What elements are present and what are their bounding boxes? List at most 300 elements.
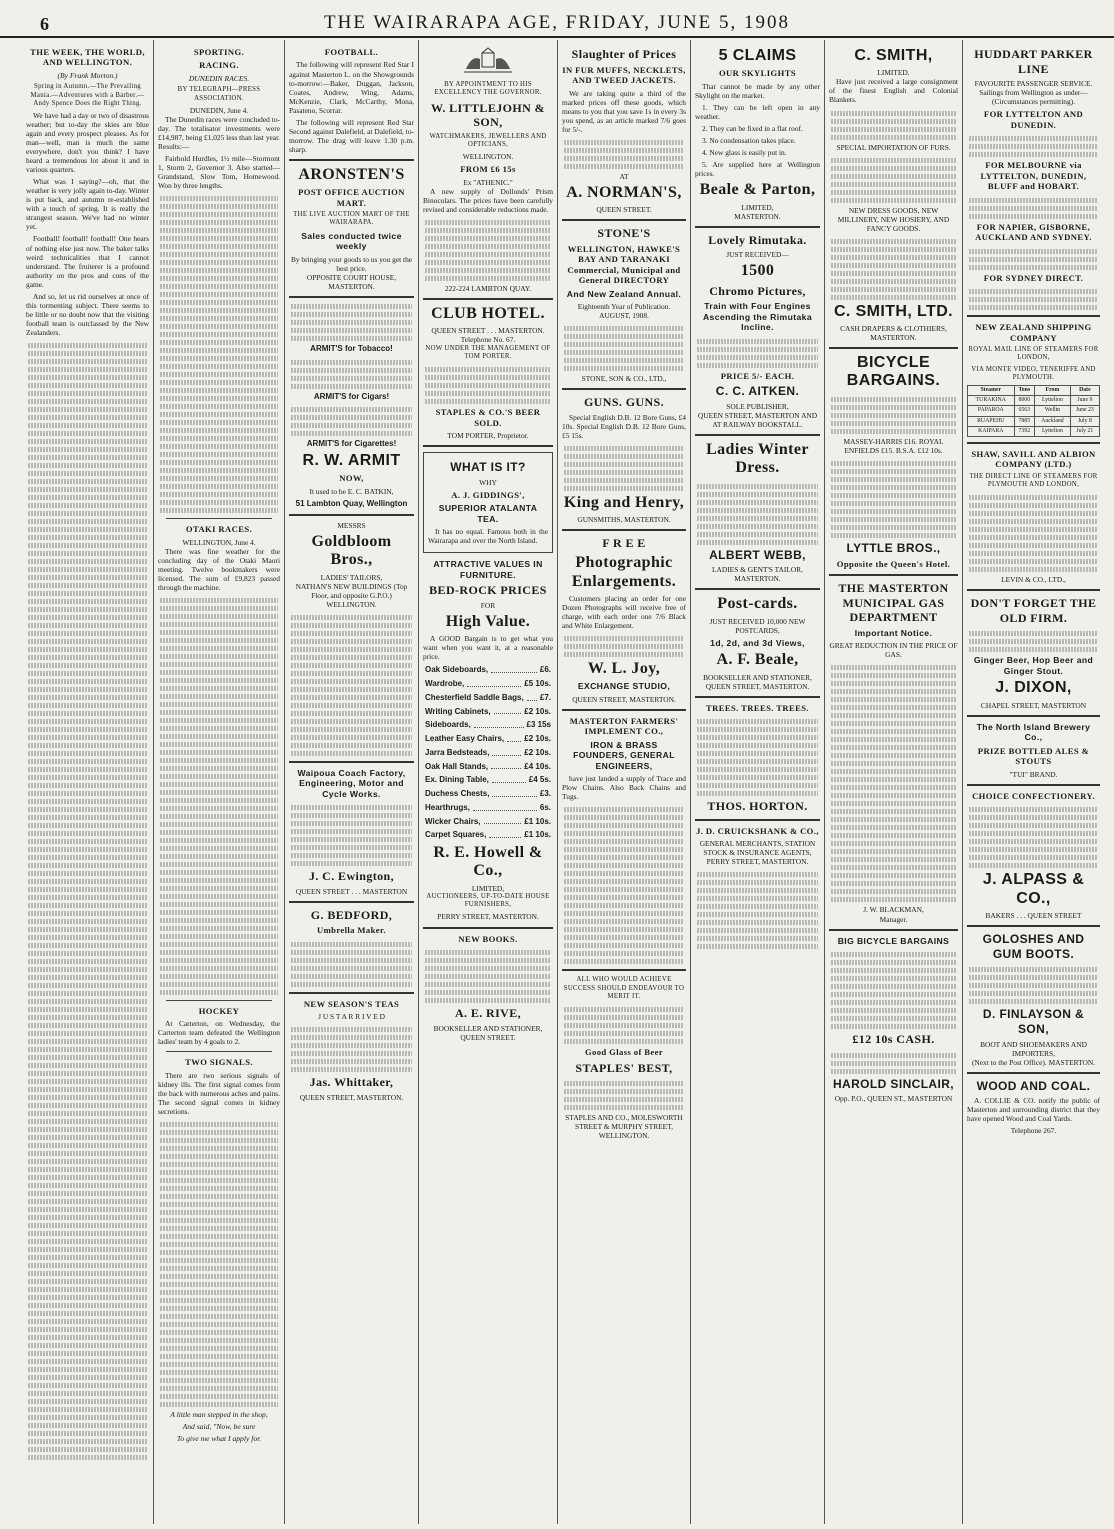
ad-armit-name: R. W. ARMIT (302, 452, 401, 470)
divider (967, 315, 1100, 317)
text-filler (289, 942, 414, 987)
ad-guns-title: GUNS. GUNS. (583, 395, 665, 410)
claim-list (695, 103, 820, 178)
ad-littlejohn-title: W. LITTLEJOHN & SON, (431, 100, 545, 130)
ad-address: CHAPEL STREET, MASTERTON (980, 700, 1087, 710)
price-leader (494, 707, 522, 715)
ad-text: LIMITED. (877, 68, 910, 78)
table-header-cell: Steamer (968, 386, 1015, 396)
ad-trade: BOOKSELLER AND STATIONER, QUEEN STREET, MASTERTON. (703, 672, 812, 691)
ad-farmers-title: MASTERTON FARMERS' IMPLEMENT CO., (569, 715, 679, 737)
text-filler (967, 136, 1100, 157)
ad-auction-mart: POST OFFICE AUCTION MART. (298, 187, 405, 208)
text-filler (289, 407, 414, 436)
section-heading: FOOTBALL. (324, 47, 379, 57)
ad-signatory: J. W. BLACKMAN, (863, 905, 924, 915)
ad-wood-coal-title: WOOD AND COAL. (976, 1078, 1091, 1093)
ad-founders: IRON & BRASS FOUNDERS, GENERAL ENGINEERS, (573, 739, 675, 771)
telegraph-note: BY TELEGRAPH—PRESS ASSOCIATION. (177, 86, 261, 102)
price-row (425, 775, 551, 785)
ad-address: PERRY STREET, MASTERTON. (437, 912, 539, 922)
ad-waipoua-title: Waipoua Coach Factory, Engineering, Motor and Cycle Works. (297, 767, 406, 799)
ad-howell-title: R. E. Howell & Co., (433, 844, 543, 880)
ad-slaughter-title: Slaughter of Prices (571, 47, 677, 61)
ad-tea-box (423, 452, 553, 553)
text-filler (158, 196, 280, 513)
sailing-route: FOR MELBOURNE via LYTTELTON, DUNEDIN, BLUFF and HOBART. (980, 160, 1087, 192)
divider (967, 589, 1100, 591)
text-filler (562, 140, 686, 169)
ad-directory: WELLINGTON, HAWKE'S BAY AND TARANAKI Commercial, Municipal and General DIRECTORY (567, 243, 681, 286)
ad-furs: IN FUR MUFFS, NECKLETS, AND TWEED JACKETS. (562, 64, 686, 86)
paragraph: Football! football! football! One hears of nothing else just now. The baker talks weird technicalities that I cannot understand. The fruiterer is a profound authority on the pros and cons of the game. (26, 234, 149, 289)
column-sporting (154, 40, 285, 1524)
section-subheading: RACING. (199, 60, 239, 71)
price-leader (527, 693, 537, 701)
table-cell: 7392 (1014, 426, 1035, 436)
ad-text: JUST RECEIVED 10,000 NEW POSTCARDS, (709, 616, 806, 635)
ad-ewington-title: J. C. Ewington, (308, 869, 394, 884)
divider (423, 445, 553, 447)
ad-confectionery-title: CHOICE CONFECTIONERY. (972, 790, 1095, 801)
table-header-cell: Date (1070, 386, 1099, 396)
masthead (0, 0, 1114, 38)
dateline: WELLINGTON, June 4. (182, 537, 256, 547)
paragraph: The following will represent Red Star I against Masterton L. on the Showgrounds to-morrow:—Baker, Duggan, Jackson, Coates, Andrew, Wing, Adams, McKenzie, Clark, McCarthy, Mona, Pasateno, Scorrar. (289, 60, 414, 115)
ad-horton-title: THOS. HORTON. (707, 799, 808, 814)
claim-item: 3. No condensation takes place. (702, 136, 796, 146)
ad-photo-title: Photographic Enlargements. (571, 554, 677, 590)
text-filler (967, 249, 1100, 270)
ad-big-bicycle-title: BIG BICYCLE BARGAINS (837, 935, 950, 946)
ad-address: BAKERS . . . QUEEN STREET (985, 911, 1082, 921)
table-cell: Lyttelton (1035, 396, 1071, 406)
ad-city: WELLINGTON. (462, 152, 514, 162)
price-row (425, 762, 551, 772)
ad-rimutaka-title: Lovely Rimutaka. (708, 232, 807, 247)
ad-arrived: J U S T A R R I V E D (318, 1012, 385, 1022)
ad-glass: Good Glass of Beer (584, 1047, 664, 1058)
price-item-name: Oak Sideboards, (425, 665, 489, 675)
ad-trade: CASH DRAPERS & CLOTHIERS, MASTERTON. (840, 324, 947, 343)
ad-king-henry-title: King and Henry, (563, 494, 685, 512)
ad-club-title: CLUB HOTEL. (431, 305, 545, 323)
text-filler (289, 304, 414, 341)
price-item-value: £1 10s. (524, 816, 551, 826)
newspaper-title: THE WAIRARAPA AGE, FRIDAY, JUNE 5, 1908 (324, 12, 790, 33)
price-item-name: Sideboards, (425, 720, 471, 730)
ad-text: VIA MONTE VIDEO, TENERIFFE AND PLYMOUTH. (971, 365, 1096, 382)
text-filler (423, 220, 553, 281)
divider (967, 442, 1100, 444)
text-filler (562, 326, 686, 371)
text-filler (26, 343, 149, 1460)
price-leader (467, 679, 521, 687)
shipping-table (967, 385, 1100, 436)
ad-furs: SPECIAL IMPORTATION OF FURS. (836, 142, 951, 152)
ad-bicycle-prices: MASSEY-HARRIS £16. ROYAL ENFIELDS £15. B.S.A. £12 10s. (843, 436, 944, 455)
ad-text: NOW UNDER THE MANAGEMENT OF TOM PORTER. (425, 344, 551, 360)
table-cell: Lyttelton (1035, 426, 1071, 436)
paragraph: We have had a day or two of disastrous weather; but to-day the skies are blue again and every prospect pleases. As for man—well, man is much the same everywhere, don't you think? I have heard a tremendous lot about it and in various quarters. (26, 111, 149, 175)
price-item-value: £1 10s. (524, 830, 551, 840)
price-item-value: £6. (539, 665, 551, 675)
price-item-name: Carpet Squares, (425, 830, 487, 840)
text-filler (695, 484, 820, 545)
price-item-name: Hearthrugs, (425, 802, 470, 812)
text-filler (829, 1053, 958, 1074)
price-item-value: £3. (539, 789, 551, 799)
ad-city: MASTERTON. (734, 574, 781, 584)
price-item-name: Leather Easy Chairs, (425, 734, 505, 744)
divider (829, 347, 958, 349)
price-item-name: Ex. Dining Table, (425, 775, 489, 785)
price-row (425, 720, 551, 730)
section-heading: SPORTING. (193, 47, 245, 57)
ad-publisher: STONE, SON & CO., LTD., (581, 374, 667, 384)
table-cell: KAIPARA (968, 426, 1015, 436)
divider (289, 901, 414, 903)
table-cell: Welltn (1035, 406, 1071, 416)
ad-appointment: BY APPOINTMENT TO HIS EXCELLENCY THE GOVERNOR. (434, 81, 542, 97)
ad-webb-title: ALBERT WEBB, (709, 547, 806, 562)
ad-address: QUEEN STREET . . . MASTERTON (295, 886, 408, 896)
text-filler (158, 1122, 280, 1407)
ad-brewery: The North Island Brewery Co., (976, 721, 1091, 743)
divider (695, 588, 820, 590)
ad-address: STAPLES AND CO., MOLESWORTH STREET & MURPHY STREET, WELLINGTON. (565, 1113, 683, 1141)
ad-text: FAVOURITE PASSENGER SERVICE. (974, 79, 1093, 89)
price-row (425, 830, 551, 840)
ad-annual: And New Zealand Annual. (566, 288, 682, 299)
ad-armit-cigarettes: ARMIT'S for Cigarettes! (306, 439, 397, 449)
divider (423, 927, 553, 929)
table-cell: 6563 (1014, 406, 1035, 416)
ad-text: A new supply of Dollonds' Prism Binoculars. The prices have been carefully revised and considerable reductions made. (423, 186, 553, 214)
ad-armit-tobacco: ARMIT'S for Tobacco! (310, 343, 393, 353)
divider (562, 529, 686, 531)
divider (967, 784, 1100, 786)
ad-cruickshank-title: J. D. CRUICKSHANK & CO., (696, 825, 819, 836)
ad-text: It used to be E. C. BATKIN, (309, 486, 394, 496)
ad-fbeale-title: A. F. Beale, (716, 651, 799, 669)
text-filler (562, 1007, 686, 1044)
table-cell: 8000 (1014, 396, 1035, 406)
ad-dress-goods: NEW DRESS GOODS, NEW MILLINERY, NEW HOSIERY, AND FANCY GOODS. (837, 205, 950, 233)
divider (562, 388, 686, 390)
divider (166, 518, 272, 519)
paragraph: What was I saying?—oh, that the weather is very jolly again to-day. Winter is put back, and autumn re-established with a touch of spring. It is really the strangest season. We've had no winter yet. (26, 177, 149, 232)
paragraph: There was fine weather for the concluding day of the Otaki Maori meeting. Twelve bookmakers were licensed. The sum of £9,823 passed through the machine. (158, 546, 280, 592)
race-heading: OTAKI RACES. (185, 524, 253, 535)
ad-agents: LEVIN & CO., LTD., (1001, 575, 1066, 585)
race-heading: DUNEDIN RACES. (188, 73, 250, 83)
poem-line: To give me what I apply for. (176, 1434, 262, 1444)
ad-text: By bringing your goods to us you get the best price. (290, 254, 413, 273)
ad-text: Special English D.B. 12 Bore Guns, £4 10s. Special English D.B. 12 Bore Guns, £5 15s. (562, 412, 686, 441)
ad-skylights: OUR SKYLIGHTS (718, 68, 797, 79)
text-filler (695, 339, 820, 368)
table-cell: Auckland (1035, 416, 1071, 426)
ad-text: A GOOD Bargain is to get what you want when you want it, at a reasonable price. (423, 634, 553, 662)
price-item-value: £4 10s. (524, 761, 551, 771)
ad-nz-shipping-title: NEW ZEALAND SHIPPING COMPANY (975, 322, 1092, 343)
text-filler (967, 198, 1100, 219)
claim-item: 2. They can be fixed in a flat roof. (702, 124, 803, 133)
ad-address: QUEEN STREET, MASTERTON AND AT RAILWAY BOOKSTALL. (697, 410, 818, 429)
ad-gas-title: THE MASTERTON MUNICIPAL GAS DEPARTMENT (838, 581, 949, 625)
price-item-value: £4 5s. (528, 775, 551, 785)
ad-address: NATHAN'S NEW BUILDINGS (Top Floor, and opposite G.P.O.) (295, 581, 408, 600)
ad-text: Have just received a large consignment of the finest English and Colonial Blankets. (829, 77, 958, 105)
ad-lyttle-title: LYTTLE BROS., (846, 540, 941, 555)
table-cell: June 23 (1070, 406, 1099, 416)
table-cell: PAPAROA (968, 406, 1015, 416)
ad-huddart-title: HUDDART PARKER LINE (974, 47, 1093, 76)
ad-text: A. COLLIE & CO. notify the public of Masterton and surrounding district that they have opened Wood and Coal Yards. (967, 1096, 1100, 1124)
text-filler (158, 598, 280, 995)
page-number: 6 (40, 14, 49, 34)
ad-text: It has no equal. Famous both in the Wairarapa and over the North Island. (428, 527, 548, 546)
ad-trade: GENERAL MERCHANTS, STATION STOCK & INSURANCE AGENTS, PERRY STREET, MASTERTON. (699, 839, 816, 867)
price-leader (489, 830, 521, 838)
ad-armit-now: NOW, (339, 473, 364, 484)
ad-price-from: FROM £6 15s (460, 164, 516, 175)
ad-trade: GUNSMITHS, MASTERTON. (577, 515, 671, 525)
ad-ginger: Ginger Beer, Hop Beer and Ginger Stout. (973, 655, 1094, 676)
price-leader (492, 775, 526, 783)
price-item-name: Chesterfield Saddle Bags, (425, 692, 524, 702)
ad-joy-title: W. L. Joy, (587, 660, 661, 678)
ad-bedrock: BED-ROCK PRICES (429, 583, 547, 598)
ad-high-value: High Value. (445, 612, 531, 630)
ad-tagline: THE LIVE AUCTION MART OF THE WAIRARAPA. (293, 211, 410, 227)
byline: (By Frank Morton.) (57, 70, 118, 80)
ad-text: LADIES' TAILORS, (320, 572, 383, 582)
ad-text: have just landed a supply of Trace and Plow Chains. Also Back Chains and Tugs. (562, 774, 686, 802)
divider (562, 969, 686, 971)
ad-whittaker-title: Jas. Whittaker, (309, 1075, 394, 1090)
text-filler (967, 967, 1100, 1004)
divider (695, 696, 820, 698)
table-cell: July 8 (1070, 416, 1099, 426)
divider (166, 1051, 272, 1052)
ad-norman-title: A. NORMAN'S, (566, 183, 682, 201)
divider (829, 574, 958, 576)
ad-umbrella: Umbrella Maker. (316, 925, 386, 936)
ad-goloshes-title: GOLOSHES AND GUM BOOTS. (982, 932, 1085, 961)
text-filler (562, 446, 686, 491)
price-item-value: £5 10s. (524, 679, 551, 689)
ad-text: MESSRS (337, 520, 366, 530)
table-cell: 7885 (1014, 416, 1035, 426)
ad-giddings: A. J. GIDDINGS', (451, 489, 525, 500)
ad-books-title: NEW BOOKS. (458, 933, 518, 944)
ad-postcards-title: Post-cards. (717, 595, 798, 613)
divider (289, 992, 414, 994)
paragraph: Fairhold Hurdles, 1½ mile—Stormont 1, Storm 2, Governor 3. Also started—Grandstand, Slow Tom, Homewood. Won by three lengths. (158, 153, 280, 191)
section-subheading: HOCKEY (198, 1005, 240, 1016)
ad-trade: BOOT AND SHOEMAKERS AND IMPORTERS, (980, 1039, 1087, 1058)
dateline: DUNEDIN, June 4. (189, 105, 249, 115)
ad-achieve: ALL WHO WOULD ACHIEVE SUCCESS SHOULD ENDEAVOUR TO MERIT IT. (563, 976, 685, 1000)
ad-teas-title: NEW SEASON'S TEAS (303, 998, 400, 1009)
text-filler (829, 665, 958, 902)
ad-beer-sold: STAPLES & CO.'S BEER SOLD. (435, 407, 541, 428)
ad-bedford-title: G. BEDFORD, (310, 907, 393, 922)
divider (967, 925, 1100, 927)
text-filler (829, 239, 958, 300)
ad-cash-price: £12 10s CASH. (852, 1032, 935, 1047)
ad-text: That cannot be made by any other Skylight on the market. (695, 81, 820, 100)
text-filler (289, 360, 414, 389)
claim-item: 4. New glass is easily put in. (702, 148, 787, 158)
text-filler (967, 289, 1100, 310)
divider (967, 715, 1100, 717)
price-item-value: 6s. (539, 802, 551, 812)
claim-item: 1. They can be left open in any weather. (695, 102, 820, 121)
text-filler (562, 807, 686, 964)
furniture-price-list (423, 665, 553, 840)
ad-text: LIMITED, (741, 202, 774, 212)
price-leader (492, 789, 536, 797)
ad-tea-name: SUPERIOR ATALANTA TEA. (438, 503, 538, 524)
text-filler (967, 807, 1100, 868)
price-leader (507, 734, 521, 742)
ad-armit-cigars: ARMIT'S for Cigars! (313, 391, 390, 401)
price-item-value: £2 10s. (524, 734, 551, 744)
ad-tui: "TUI" BRAND. (1009, 769, 1058, 779)
text-filler (829, 461, 958, 538)
ad-trade: AUCTIONEERS, UP-TO-DATE HOUSE FURNISHERS, (426, 892, 550, 909)
price-item-name: Writing Cabinets, (425, 706, 491, 716)
text-filler (829, 158, 958, 203)
ad-address: (Next to the Post Office). MASTERTON. (971, 1057, 1096, 1067)
poem-line: And said, "Now, be sure (182, 1422, 256, 1432)
column-week-world (22, 40, 154, 1524)
price-item-value: £3 15s (526, 720, 551, 730)
price-row (425, 665, 551, 675)
text-filler (289, 615, 414, 756)
ad-sales-line: Sales conducted twice weekly (301, 230, 402, 252)
ad-beale-parton-title: Beale & Parton, (699, 181, 816, 199)
sailing-route: FOR LYTTELTON AND DUNEDIN. (983, 109, 1084, 130)
table-row (968, 426, 1100, 436)
column-shipping-ads (963, 40, 1104, 1524)
claim-item: 5. Are supplied here at Wellington prices. (695, 160, 820, 179)
price-item-name: Wardrobe, (425, 679, 465, 689)
ad-bicycle-title: BICYCLE BARGAINS. (846, 354, 941, 390)
ad-goldbloom-title: Goldbloom Bros., (311, 532, 392, 569)
table-header-cell: Tons (1014, 386, 1035, 396)
text-filler (562, 636, 686, 657)
ad-proprietor: TOM PORTER, Proprietor. (447, 431, 529, 441)
price-item-value: £2 10s. (524, 706, 551, 716)
ad-aitken-title: C. C. AITKEN. (715, 384, 800, 399)
divider (695, 434, 820, 436)
price-row (425, 803, 551, 813)
price-item-value: £7. (539, 692, 551, 702)
ad-count: 1500 (740, 262, 775, 280)
paragraph: The Dunedin races were concluded to-day. The totalisator investments were £14,987, being £1,025 less than last year. Results:— (158, 114, 280, 151)
text-filler (562, 1081, 686, 1110)
ad-shaw-savill-title: SHAW, SAVILL AND ALBION COMPANY (LTD.) (971, 448, 1096, 470)
text-filler (967, 495, 1100, 572)
price-leader (474, 720, 524, 728)
ad-address: Opp. P.O., QUEEN ST., MASTERTON (834, 1094, 953, 1104)
ad-free-title: F R E E (602, 536, 646, 551)
ad-text: Manager. (879, 914, 908, 924)
divider (289, 514, 414, 516)
text-filler (423, 950, 553, 1003)
column-claims-ads (691, 40, 825, 1524)
price-row (425, 817, 551, 827)
table-cell: RUAPEHU (968, 416, 1015, 426)
price-leader (491, 762, 521, 770)
text-filler (829, 952, 958, 1029)
text-filler (829, 397, 958, 434)
column-littlejohn-ads (419, 40, 558, 1524)
ad-claims-title: 5 CLAIMS (718, 47, 797, 64)
divider (562, 709, 686, 711)
ad-old-firm-title: DON'T FORGET THE OLD FIRM. (970, 596, 1097, 625)
article-subhead: Spring in Autumn.—The Prevailing Mania.—Adventures with a Barber.—Andy Spence Does the Right Thing. (30, 83, 145, 107)
ad-address: QUEEN STREET . . . MASTERTON. (431, 326, 545, 336)
ad-address: QUEEN STREET. (596, 205, 652, 215)
text-filler (289, 1027, 414, 1072)
divider (289, 761, 414, 763)
divider (166, 1000, 272, 1001)
table-header-cell: From (1035, 386, 1071, 396)
price-row (425, 707, 551, 717)
ad-prize: PRIZE BOTTLED ALES & STOUTS (977, 745, 1090, 767)
ad-trade: LADIES & GENT'S TAILOR, (712, 565, 803, 575)
paragraph: At Carterton, on Wednesday, the Carterton team defeated the Wellington ladies' team by 4 goals to 2. (158, 1019, 280, 1047)
column-smith-ads (825, 40, 963, 1524)
ad-ex: Ex "ATHENIC." (463, 177, 513, 187)
table-cell: TURAKINA (968, 396, 1015, 406)
text-filler (289, 805, 414, 866)
ad-text: LIMITED, (471, 883, 505, 893)
sailing-route: FOR SYDNEY DIRECT. (983, 272, 1084, 283)
price-item-name: Jarra Bedsteads, (425, 747, 490, 757)
ad-address: OPPOSITE COURT HOUSE, (306, 272, 397, 282)
ad-finlayson-title: D. FINLAYSON & SON, (982, 1007, 1085, 1036)
ad-stones-title: STONE'S (597, 226, 651, 241)
ad-text: WHY (479, 477, 497, 487)
ad-trees-title: TREES. TREES. TREES. (706, 702, 809, 713)
ad-train: Train with Four Engines Ascending the Rimutaka Incline. (702, 301, 813, 333)
price-row (425, 693, 551, 703)
divider (695, 819, 820, 821)
price-leader (484, 817, 522, 825)
newspaper-page (22, 40, 1104, 1524)
ad-price: PRICE 5/- EACH. (720, 370, 795, 381)
ad-studio: EXCHANGE STUDIO, (577, 681, 671, 692)
ad-text: We are taking quite a third of the marked prices off these goods, which means to you that you save 1s in every 3s you spend, as an article marked 7/6 goes for 5/-. (562, 88, 686, 134)
price-row (425, 734, 551, 744)
text-filler (695, 872, 820, 949)
ad-address: Opposite the Queen's Hotel. (836, 558, 951, 569)
ad-address: 222-224 LAMBTON QUAY. (444, 284, 532, 294)
divider (829, 929, 958, 931)
ad-text: AT (619, 171, 629, 181)
ad-trade: WATCHMAKERS, JEWELLERS AND OPTICIANS, (429, 132, 547, 149)
ad-sinclair-title: HAROLD SINCLAIR, (832, 1076, 955, 1091)
ad-text: Sailings from Wellington as under—(Circumstances permitting). (979, 88, 1088, 107)
ad-address: BOOKSELLER AND STATIONER, QUEEN STREET. (433, 1023, 543, 1042)
ad-chromo-title: Chromo Pictures, (709, 283, 806, 298)
